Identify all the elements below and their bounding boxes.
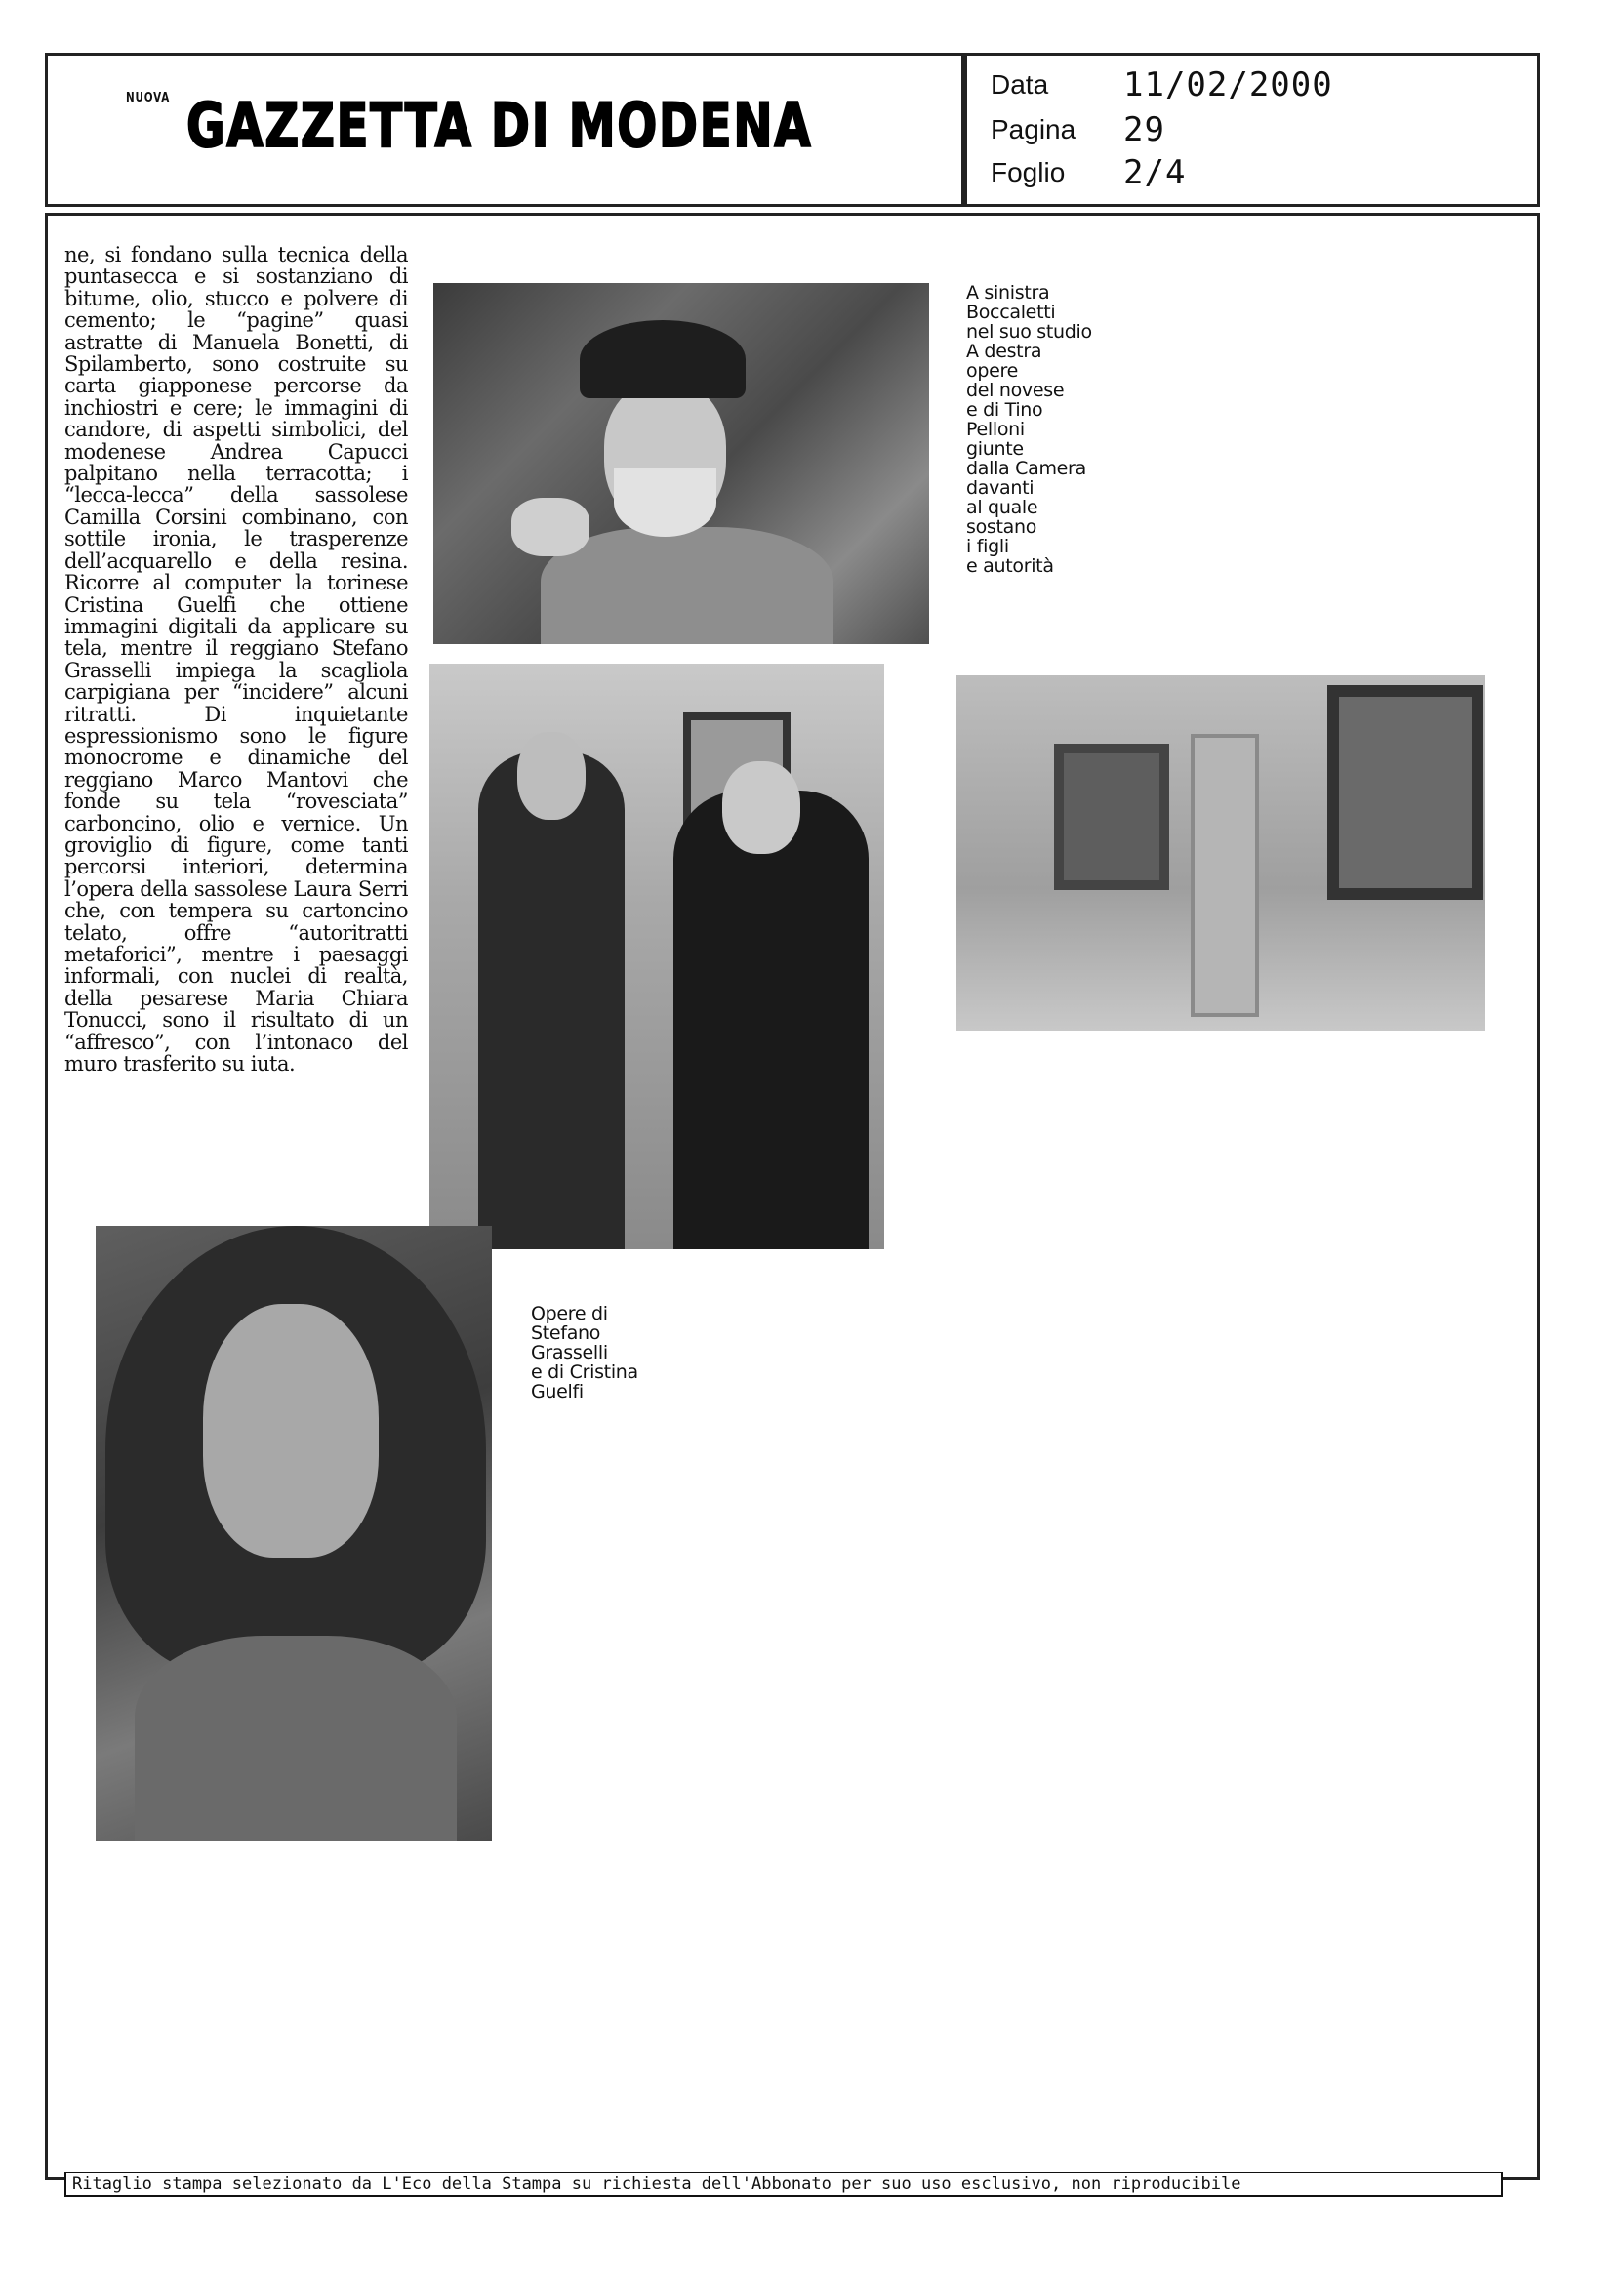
meta-row-page [991,110,1498,159]
meta-value: 29 [1123,110,1165,149]
photo-detail [1191,734,1259,1017]
footer-disclaimer: Ritaglio stampa selezionato da L'Eco della Stampa su richiesta dell'Abbonato per suo uso esclusivo, non riproducibile [64,2172,1503,2197]
caption-line: opere [966,360,1018,382]
issue-info-box [964,53,1540,207]
caption-line: Opere di [531,1303,608,1324]
photo-detail [1054,744,1169,890]
caption-line: sostano [966,516,1037,538]
article-body: ne, si fondano sulla tecnica della puntasecca e si sostanziano di bitume, olio, stucco e polvere di cemento; le “pagine” quasi astratte di Manuela Bonetti, di Spilamberto, sono costruite su carta giapponese percorse da inchiostri e cere; le immagini di candore, di aspetti simbolici, del modenese Andrea Capucci palpitano nella terracotta; i “lecca-lecca” della sassolese Camilla Corsini combinano, con sottile ironia, le trasperenze dell’acquarello e della resina. Ricorre al computer la torinese Cristina Guelfi che ottiene immagini digitali da applicare su tela, mentre il reggiano Stefano Grasselli impiega la scagliola carpigiana per “incidere” alcuni ritratti. Di inquietante espressionismo sono le figure monocrome e dinamiche del reggiano Marco Mantovi che fonde su tela “rovesciata” carboncino, olio e vernice. Un groviglio di figure, come tanti percorsi interiori, determina l’opera della sassolese Laura Serri che, con tempera su cartoncino telato, offre “autoritratti metaforici”, mentre i paesaggi informali, con nuclei di realtà, della pesarese Maria Chiara Tonucci, sono il risultato di un “affresco”, con l’intonaco del muro trasferito su iuta. [64,243,408,1076]
photo-detail [673,791,869,1249]
caption-line: al quale [966,497,1038,518]
caption-line: e di Tino [966,399,1043,421]
caption-line: nel suo studio [966,321,1092,343]
caption-line: Grasselli [531,1342,608,1363]
meta-label: Pagina [991,114,1076,144]
masthead-box [45,53,964,207]
photo-detail [203,1304,379,1558]
photo-detail [478,751,625,1249]
caption-line: e autorità [966,555,1054,577]
caption-line: Stefano [531,1322,601,1344]
photo-detail [722,761,800,854]
photo-detail [614,468,716,537]
caption-right [966,283,1161,576]
caption-line: giunte [966,438,1024,460]
photo-detail [580,320,746,398]
caption-bottom [531,1304,726,1401]
photo-portrait-artwork [96,1226,492,1841]
logo-prefix: NUOVA [126,91,171,105]
meta-row-date [991,65,1498,114]
photo-detail [511,498,589,556]
meta-label: Foglio [991,157,1066,187]
caption-line: dalla Camera [966,458,1086,479]
caption-line: Guelfi [531,1381,584,1402]
logo-title: GAZZETTA DI MODENA [186,90,813,161]
photo-gallery-works [956,675,1485,1031]
photo-artist-in-studio [433,283,929,644]
caption-line: davanti [966,477,1035,499]
caption-line: Pelloni [966,419,1025,440]
photo-visitors [429,664,884,1249]
caption-line: del novese [966,380,1065,401]
caption-line: Boccaletti [966,302,1056,323]
photo-detail [135,1636,457,1841]
photo-detail [517,732,586,820]
meta-value: 2/4 [1123,153,1187,192]
photo-detail [1327,685,1483,900]
caption-line: A sinistra [966,282,1050,304]
meta-label: Data [991,69,1049,100]
caption-line: A destra [966,341,1042,362]
caption-line: e di Cristina [531,1361,638,1383]
caption-line: i figli [966,536,1009,557]
meta-value: 11/02/2000 [1123,65,1333,104]
meta-row-sheet [991,153,1498,202]
